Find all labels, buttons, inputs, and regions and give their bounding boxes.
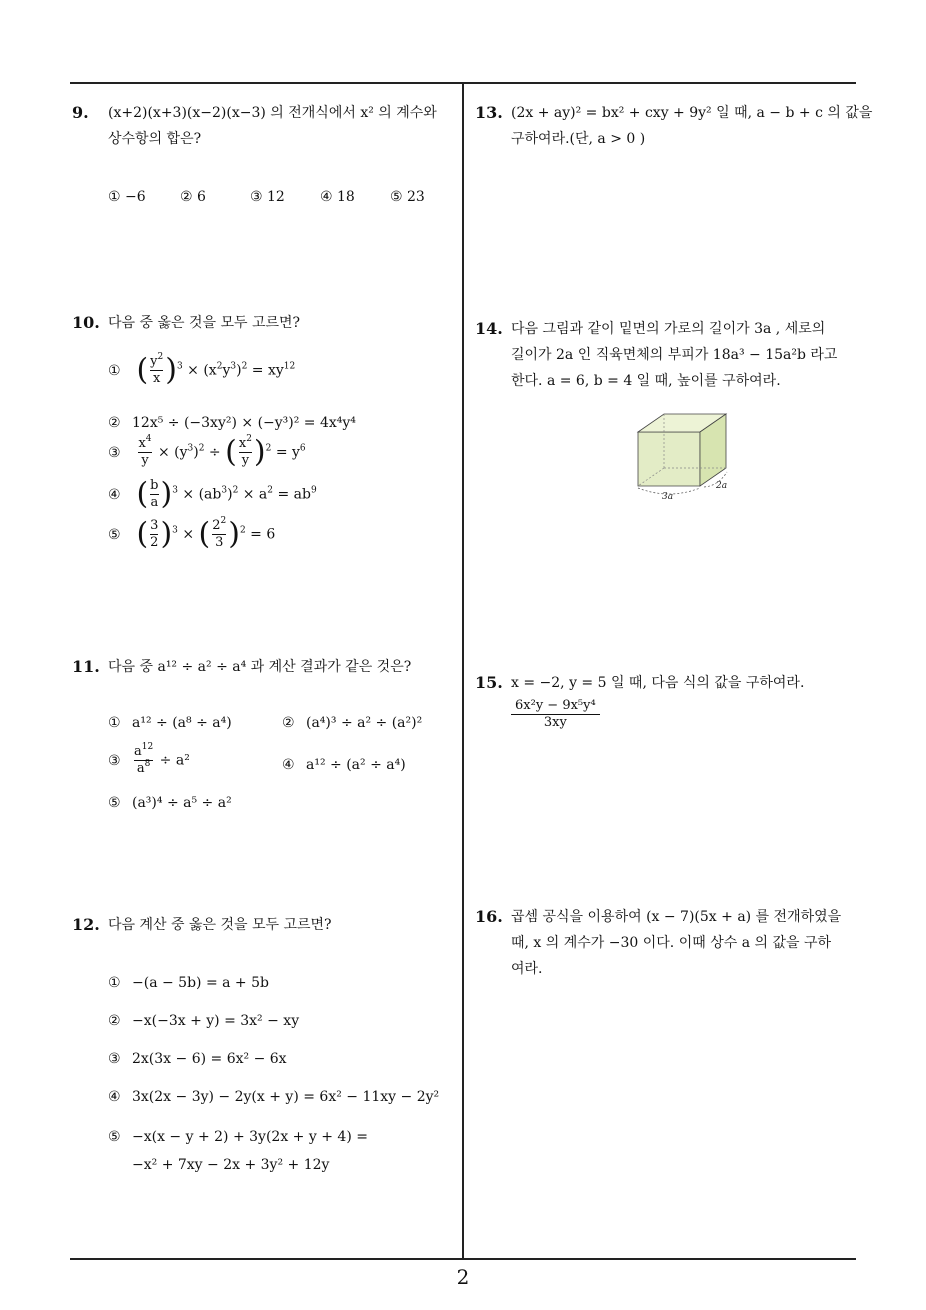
- question-text: 다음 계산 중 옳은 것을 모두 고르면?: [108, 917, 332, 933]
- choice-3[interactable]: ③ $\frac{x^4}{y}$ × $(y^3)^2$ ÷ ( $\frac{x^2}{y}$ )$^2 = y^6$: [108, 434, 306, 470]
- question-number: 16.: [475, 907, 503, 926]
- page-number: 2: [456, 1265, 470, 1289]
- question-text: 때, x 의 계수가 −30 이다. 이때 상수 a 의 값을 구하: [511, 935, 832, 951]
- choice-2[interactable]: [108, 410, 356, 436]
- question-number: 12.: [72, 915, 100, 934]
- choice-text: 3x(2x − 3y) − 2y(x + y) = 6x² − 11xy − 2y²: [132, 1089, 440, 1105]
- choice-text: a¹² ÷ (a² ÷ a⁴): [306, 757, 406, 773]
- question-number: 15.: [475, 673, 503, 692]
- column-divider: [462, 82, 464, 1258]
- question-text: 다음 그림과 같이 밑면의 가로의 길이가 3a , 세로의: [511, 321, 826, 337]
- expression-numerator: 6x²y − 9x⁵y⁴: [515, 698, 596, 713]
- choice-mark: ④: [108, 1089, 121, 1105]
- choice-text: −(a − 5b) = a + 5b: [132, 975, 269, 991]
- question-text: 길이가 2a 인 직육면체의 부피가 18a³ − 15a²b 라고: [511, 347, 838, 363]
- question-number: 9.: [72, 103, 89, 122]
- choice-text: (a⁴)³ ÷ a² ÷ (a²)²: [306, 715, 423, 731]
- choice-mark: ①: [108, 715, 121, 731]
- choice-mark: ②: [282, 715, 295, 731]
- expression-denominator: 3xy: [511, 714, 600, 731]
- question-text: 다음 중 a¹² ÷ a² ÷ a⁴ 과 계산 결과가 같은 것은?: [108, 659, 412, 675]
- question-text: 구하여라.(단, a > 0 ): [511, 131, 646, 147]
- choice-5[interactable]: ⑤ ( $\frac{3}{2}$ )$^3$ × ( $\frac{2^2}{3}$ )$^2$ = 6: [108, 516, 276, 552]
- choice-mark: ⑤: [108, 1129, 121, 1145]
- choice-1[interactable]: [108, 710, 232, 736]
- choice-5[interactable]: [108, 1124, 368, 1150]
- choice-mark: ⑤: [108, 526, 121, 543]
- question-number: 14.: [475, 319, 503, 338]
- choice-text: (a³)⁴ ÷ a⁵ ÷ a²: [132, 795, 232, 811]
- figure-label-width: 3a: [662, 492, 674, 502]
- question-number: 13.: [475, 103, 503, 122]
- question-number: 11.: [72, 657, 100, 676]
- question-text: (2x + ay)² = bx² + cxy + 9y² 일 때, a − b + c 의 값을: [511, 105, 873, 121]
- choice-3[interactable]: [108, 1046, 287, 1072]
- bottom-rule: [70, 1258, 856, 1260]
- choice-5-continued: −x² + 7xy − 2x + 3y² + 12y: [132, 1157, 330, 1173]
- question-text: 상수항의 합은?: [108, 131, 202, 147]
- figure-label-depth: 2a: [716, 481, 728, 491]
- choice-text: ÷ a²: [159, 752, 190, 769]
- choice-1[interactable]: [108, 970, 269, 996]
- cuboid-figure: [628, 412, 740, 502]
- choice-4[interactable]: [108, 1084, 439, 1110]
- choice-5[interactable]: ⑤ 23: [390, 189, 425, 205]
- choice-text: 2x(3x − 6) = 6x² − 6x: [132, 1051, 287, 1067]
- choice-text: a¹² ÷ (a⁸ ÷ a⁴): [132, 715, 232, 731]
- choice-2[interactable]: [108, 1008, 299, 1034]
- choice-4[interactable]: ④ 18: [320, 189, 355, 205]
- choice-mark: ①: [108, 975, 121, 991]
- choice-mark: ①: [108, 362, 121, 379]
- choice-3[interactable]: ③ 12: [250, 189, 285, 205]
- choice-mark: ②: [108, 415, 121, 431]
- question-text: 여라.: [511, 961, 543, 977]
- choice-mark: ③: [108, 752, 121, 769]
- choice-4[interactable]: ④ ( $\frac{b}{a}$ )$^3 \times (ab^3)^2 \times a^2 = ab^9$: [108, 476, 317, 512]
- choice-text: 12x⁵ ÷ (−3xy²) × (−y³)² = 4x⁴y⁴: [132, 415, 356, 431]
- question-text: (x+2)(x+3)(x−2)(x−3) 의 전개식에서 x² 의 계수와: [108, 105, 437, 121]
- choice-4[interactable]: [282, 752, 406, 778]
- choice-mark: ④: [108, 486, 121, 503]
- question-text: x = −2, y = 5 일 때, 다음 식의 값을 구하여라.: [511, 675, 805, 691]
- choice-2[interactable]: ② 6: [180, 189, 206, 205]
- choice-1[interactable]: ① −6: [108, 189, 146, 205]
- expression: [511, 698, 600, 731]
- choice-text: −x(x − y + 2) + 3y(2x + y + 4) =: [132, 1129, 368, 1145]
- question-text: 한다. a = 6, b = 4 일 때, 높이를 구하여라.: [511, 373, 781, 389]
- choice-2[interactable]: [282, 710, 422, 736]
- question-text: 다음 중 옳은 것을 모두 고르면?: [108, 315, 301, 331]
- choice-mark: ②: [108, 1013, 121, 1029]
- question-number: 10.: [72, 313, 100, 332]
- choice-mark: ⑤: [108, 795, 121, 811]
- choice-3[interactable]: ③ $\frac{a^{12}}{a^8}$ ÷ a²: [108, 742, 190, 776]
- choice-1[interactable]: ① ( $\frac{y^2}{x}$ )$^3 \times (x^2y^3)^2 = xy^{12}$: [108, 352, 296, 388]
- choice-text: −x(−3x + y) = 3x² − xy: [132, 1013, 300, 1029]
- choice-mark: ③: [108, 1051, 121, 1067]
- choice-mark: ③: [108, 444, 121, 461]
- choice-5[interactable]: [108, 790, 232, 816]
- choice-mark: ④: [282, 757, 295, 773]
- question-text: 곱셈 공식을 이용하여 (x − 7)(5x + a) 를 전개하였을: [511, 909, 842, 925]
